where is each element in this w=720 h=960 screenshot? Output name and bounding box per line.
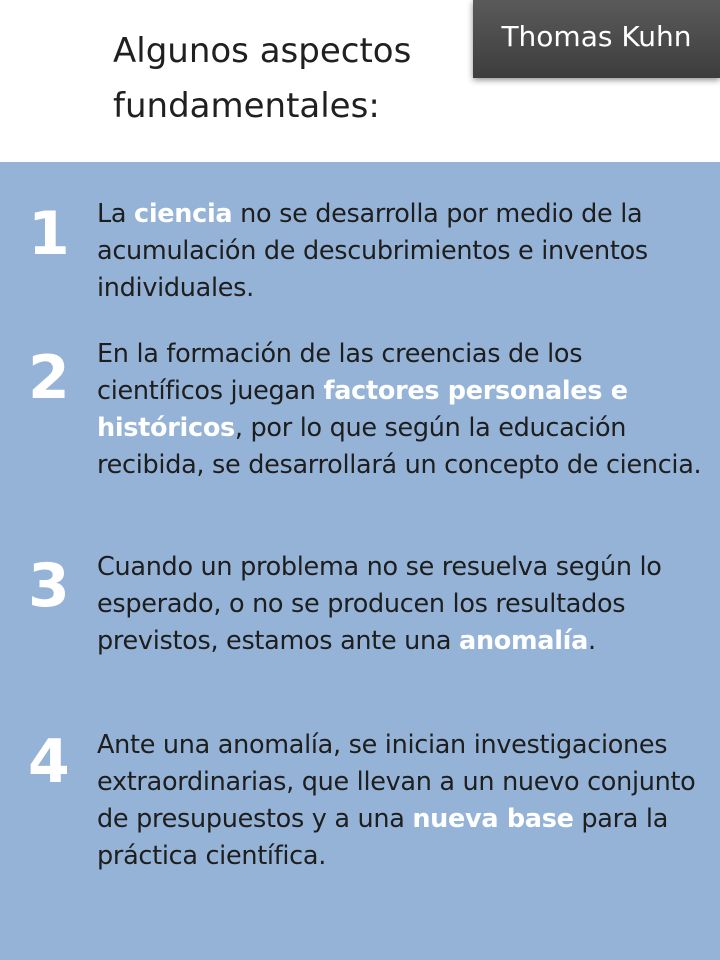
point-text-1 [97,196,707,307]
point-number-2: 2 [28,343,70,413]
title-line-1: Algunos aspectos [113,31,412,71]
point-1-text-end: no se desarrolla por medio de la acumulación de descubrimientos e inventos individuales. [97,199,648,303]
point-4-text-end: para la práctica científica. [97,804,669,871]
page-title [113,24,453,134]
point-number-4: 4 [28,727,70,797]
point-number-3: 3 [28,551,70,621]
point-2-highlight: factores personales e históricos [97,376,628,443]
content-panel [0,162,720,960]
point-2-text-end: , por lo que según la educación recibida, se desarrollará un concepto de ciencia. [97,413,702,480]
point-text-4 [97,727,707,875]
point-2-text-start: En la formación de las creencias de los científicos juegan [97,339,583,406]
point-text-3 [97,549,707,660]
point-3-highlight: anomalía [459,626,588,656]
point-text-2 [97,336,707,484]
point-1-text-start: La [97,199,135,229]
point-1-highlight: ciencia [134,199,233,229]
point-3-text-start: Cuando un problema no se resuelva según lo esperado, o no se producen los resultados previstos, estamos ante una [97,552,662,656]
point-number-1: 1 [28,199,70,269]
point-4-highlight: nueva base [412,804,574,834]
author-badge [473,0,720,78]
title-line-2: fundamentales: [113,86,380,126]
author-name: Thomas Kuhn [501,19,692,53]
point-3-text-end: . [587,626,596,656]
point-4-text-start: Ante una anomalía, se inician investigaciones extraordinarias, que llevan a un nuevo conjunto de presupuestos y a una [97,730,696,834]
